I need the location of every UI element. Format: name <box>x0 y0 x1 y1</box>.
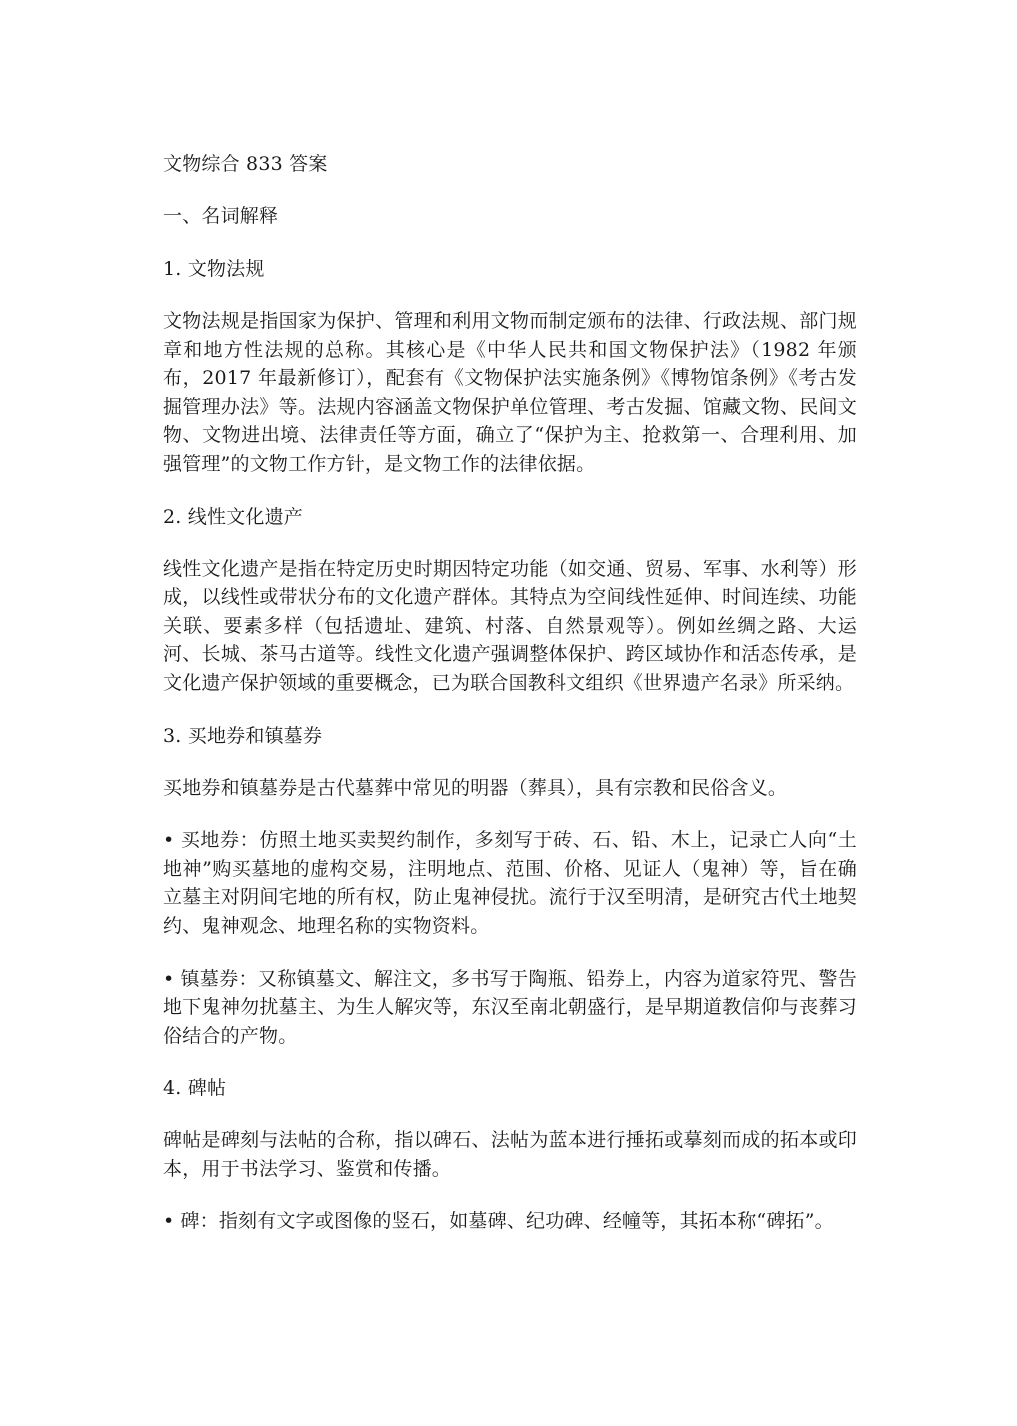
bullet-item <box>163 965 857 1051</box>
term-heading-1: 1. 文物法规 <box>163 258 265 280</box>
bullet-icon: • <box>163 1210 175 1233</box>
section-heading: 一、名词解释 <box>163 205 279 227</box>
term-definition-3: 买地券和镇墓券是古代墓葬中常见的明器（葬具），具有宗教和民俗含义。 <box>163 776 788 799</box>
bullet-text: 碑：指刻有文字或图像的竖石，如墓碑、纪功碑、经幢等，其拓本称“碑拓”。 <box>180 1210 834 1233</box>
term-definition-4: 碑帖是碑刻与法帖的合称，指以碑石、法帖为蓝本进行捶拓或摹刻而成的拓本或印本，用于书法学习、鉴赏和传播。 <box>163 1129 857 1180</box>
term-definition-1: 文物法规是指国家为保护、管理和利用文物而制定颁布的法律、行政法规、部门规章和地方性法规的总称。其核心是《中华人民共和国文物保护法》（1982 年颁布，2017 年最新修订），配套有《文物保护法实施条例》《博物馆条例》《考古发掘管理办法》等。法规内容涵盖文物保护单位管理、考古发掘、馆藏文物、民间文物、文物进出境、法律责任等方面，确立了“保护为主、抢救第一、合理利用、加强管理”的文物工作方针，是文物工作的法律依据。 <box>163 310 857 475</box>
bullet-text: 买地券：仿照土地买卖契约制作，多刻写于砖、石、铅、木上，记录亡人向“土地神”购买墓地的虚构交易，注明地点、范围、价格、见证人（鬼神）等，旨在确立墓主对阴间宅地的所有权，防止鬼神侵扰。流行于汉至明清，是研究古代土地契约、鬼神观念、地理名称的实物资料。 <box>163 829 857 937</box>
bullet-item <box>163 1207 857 1236</box>
document-body <box>163 150 857 1260</box>
bullet-icon: • <box>163 967 175 990</box>
term-heading-4: 4. 碑帖 <box>163 1077 227 1100</box>
term-definition-2: 线性文化遗产是指在特定历史时期因特定功能（如交通、贸易、军事、水利等）形成，以线性或带状分布的文化遗产群体。其特点为空间线性延伸、时间连续、功能关联、要素多样（包括遗址、建筑、村落、自然景观等）。例如丝绸之路、大运河、长城、茶马古道等。线性文化遗产强调整体保护、跨区域协作和活态传承，是文化遗产保护领域的重要概念，已为联合国教科文组织《世界遗产名录》所采纳。 <box>163 557 857 694</box>
term-heading-2: 2. 线性文化遗产 <box>163 505 303 528</box>
bullet-icon: • <box>163 829 175 852</box>
bullet-item <box>163 826 857 940</box>
document-title: 文物综合 833 答案 <box>163 153 328 175</box>
term-heading-3: 3. 买地券和镇墓券 <box>163 724 323 747</box>
bullet-text: 镇墓券：又称镇墓文、解注文，多书写于陶瓶、铅券上，内容为道家符咒、警告地下鬼神勿扰墓主、为生人解灾等，东汉至南北朝盛行，是早期道教信仰与丧葬习俗结合的产物。 <box>163 967 857 1047</box>
